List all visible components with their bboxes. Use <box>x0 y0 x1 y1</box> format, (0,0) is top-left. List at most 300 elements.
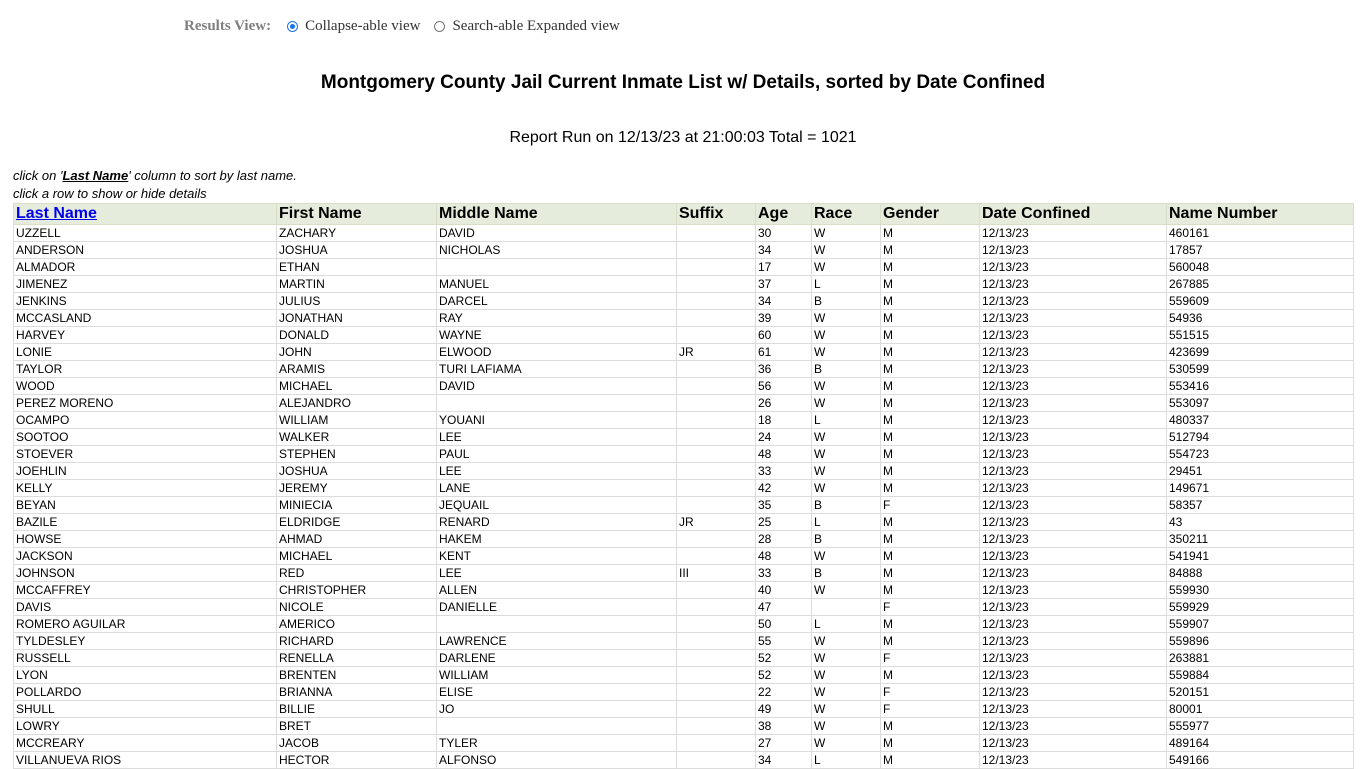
age-cell: 24 <box>756 429 812 446</box>
last-name-cell: TYLDESLEY <box>14 633 277 650</box>
age-cell: 25 <box>756 514 812 531</box>
gender-cell: F <box>881 701 980 718</box>
name-number-cell: 80001 <box>1167 701 1354 718</box>
last-name-cell: HARVEY <box>14 327 277 344</box>
gender-cell: F <box>881 599 980 616</box>
age-cell: 37 <box>756 276 812 293</box>
first-name-cell: HECTOR <box>277 752 437 769</box>
first-name-cell: ALEJANDRO <box>277 395 437 412</box>
date-confined-cell: 12/13/23 <box>980 616 1167 633</box>
suffix-cell <box>677 429 756 446</box>
table-row[interactable] <box>14 735 1354 752</box>
last-name-cell: SOOTOO <box>14 429 277 446</box>
last-name-cell: TAYLOR <box>14 361 277 378</box>
middle-name-cell: RAY <box>437 310 677 327</box>
race-cell: W <box>812 718 881 735</box>
middle-name-cell: ALFONSO <box>437 752 677 769</box>
age-cell: 61 <box>756 344 812 361</box>
first-name-cell: JOSHUA <box>277 463 437 480</box>
last-name-cell: STOEVER <box>14 446 277 463</box>
suffix-cell <box>677 582 756 599</box>
first-name-cell: BILLIE <box>277 701 437 718</box>
collapse-view-radio[interactable] <box>287 21 298 32</box>
last-name-cell: MCCASLAND <box>14 310 277 327</box>
table-row[interactable] <box>14 276 1354 293</box>
first-name-cell: ZACHARY <box>277 225 437 242</box>
age-cell: 36 <box>756 361 812 378</box>
age-cell: 33 <box>756 463 812 480</box>
first-name-cell: JOHN <box>277 344 437 361</box>
last-name-cell: WOOD <box>14 378 277 395</box>
suffix-cell <box>677 276 756 293</box>
name-number-cell: 553416 <box>1167 378 1354 395</box>
date-confined-cell: 12/13/23 <box>980 259 1167 276</box>
table-row[interactable] <box>14 242 1354 259</box>
table-row[interactable] <box>14 293 1354 310</box>
last-name-cell: VILLANUEVA RIOS <box>14 752 277 769</box>
race-cell: W <box>812 633 881 650</box>
table-row[interactable] <box>14 412 1354 429</box>
race-cell: L <box>812 752 881 769</box>
inmate-table-body <box>14 225 1354 769</box>
name-number-cell: 559907 <box>1167 616 1354 633</box>
race-cell: W <box>812 259 881 276</box>
suffix-cell <box>677 310 756 327</box>
name-number-cell: 43 <box>1167 514 1354 531</box>
table-row[interactable] <box>14 684 1354 701</box>
gender-cell: M <box>881 327 980 344</box>
middle-name-cell: TURI LAFIAMA <box>437 361 677 378</box>
collapse-view-option[interactable] <box>287 18 420 35</box>
first-name-cell: WILLIAM <box>277 412 437 429</box>
table-row[interactable] <box>14 616 1354 633</box>
name-number-cell: 350211 <box>1167 531 1354 548</box>
last-name-cell: BAZILE <box>14 514 277 531</box>
race-cell: B <box>812 293 881 310</box>
date-confined-cell: 12/13/23 <box>980 412 1167 429</box>
table-row[interactable] <box>14 480 1354 497</box>
middle-name-cell: ELWOOD <box>437 344 677 361</box>
race-cell: W <box>812 667 881 684</box>
name-number-cell: 555977 <box>1167 718 1354 735</box>
age-cell: 52 <box>756 650 812 667</box>
gender-cell: M <box>881 378 980 395</box>
race-cell: W <box>812 344 881 361</box>
suffix-cell: JR <box>677 344 756 361</box>
table-row[interactable] <box>14 395 1354 412</box>
date-confined-cell: 12/13/23 <box>980 548 1167 565</box>
middle-name-cell <box>437 395 677 412</box>
middle-name-cell: ALLEN <box>437 582 677 599</box>
last-name-cell: OCAMPO <box>14 412 277 429</box>
table-row[interactable] <box>14 463 1354 480</box>
name-number-cell: 84888 <box>1167 565 1354 582</box>
gender-cell: M <box>881 310 980 327</box>
table-row[interactable] <box>14 327 1354 344</box>
gender-cell: M <box>881 582 980 599</box>
date-confined-cell: 12/13/23 <box>980 735 1167 752</box>
age-cell: 39 <box>756 310 812 327</box>
middle-name-cell <box>437 616 677 633</box>
date-confined-cell: 12/13/23 <box>980 514 1167 531</box>
age-cell: 50 <box>756 616 812 633</box>
middle-name-cell: JO <box>437 701 677 718</box>
sort-hint-suffix: ' column to sort by last name. <box>128 168 297 183</box>
first-name-cell: BRIANNA <box>277 684 437 701</box>
race-cell: W <box>812 225 881 242</box>
age-cell: 33 <box>756 565 812 582</box>
date-confined-cell: 12/13/23 <box>980 276 1167 293</box>
sort-by-last-name-link[interactable]: Last Name <box>16 205 97 222</box>
date-confined-cell: 12/13/23 <box>980 327 1167 344</box>
date-confined-cell: 12/13/23 <box>980 446 1167 463</box>
gender-cell: M <box>881 412 980 429</box>
suffix-cell <box>677 718 756 735</box>
name-number-cell: 29451 <box>1167 463 1354 480</box>
expanded-view-label: Search-able Expanded view <box>452 17 620 34</box>
name-number-cell: 559929 <box>1167 599 1354 616</box>
last-name-cell: SHULL <box>14 701 277 718</box>
first-name-cell: JOSHUA <box>277 242 437 259</box>
table-row[interactable] <box>14 429 1354 446</box>
last-name-cell: POLLARDO <box>14 684 277 701</box>
sort-hint-link-text: Last Name <box>62 168 129 183</box>
name-number-cell: 512794 <box>1167 429 1354 446</box>
suffix-cell <box>677 650 756 667</box>
suffix-cell <box>677 599 756 616</box>
race-cell: B <box>812 361 881 378</box>
header-gender: Gender <box>881 204 980 225</box>
name-number-cell: 530599 <box>1167 361 1354 378</box>
table-row[interactable] <box>14 599 1354 616</box>
inmate-table <box>13 203 1354 769</box>
last-name-cell: RUSSELL <box>14 650 277 667</box>
table-row[interactable] <box>14 718 1354 735</box>
results-view-label: Results View: <box>184 17 272 34</box>
middle-name-cell: PAUL <box>437 446 677 463</box>
race-cell: W <box>812 684 881 701</box>
age-cell: 18 <box>756 412 812 429</box>
suffix-cell <box>677 259 756 276</box>
suffix-cell <box>677 497 756 514</box>
age-cell: 30 <box>756 225 812 242</box>
race-cell: W <box>812 735 881 752</box>
name-number-cell: 549166 <box>1167 752 1354 769</box>
date-confined-cell: 12/13/23 <box>980 463 1167 480</box>
suffix-cell <box>677 446 756 463</box>
age-cell: 48 <box>756 548 812 565</box>
gender-cell: M <box>881 225 980 242</box>
table-row[interactable] <box>14 531 1354 548</box>
table-row[interactable] <box>14 582 1354 599</box>
date-confined-cell: 12/13/23 <box>980 633 1167 650</box>
table-row[interactable] <box>14 650 1354 667</box>
first-name-cell: ARAMIS <box>277 361 437 378</box>
date-confined-cell: 12/13/23 <box>980 701 1167 718</box>
middle-name-cell: DAVID <box>437 378 677 395</box>
gender-cell: F <box>881 650 980 667</box>
middle-name-cell: TYLER <box>437 735 677 752</box>
age-cell: 34 <box>756 293 812 310</box>
first-name-cell: BRENTEN <box>277 667 437 684</box>
middle-name-cell: JEQUAIL <box>437 497 677 514</box>
table-row[interactable] <box>14 514 1354 531</box>
age-cell: 35 <box>756 497 812 514</box>
race-cell: L <box>812 412 881 429</box>
table-row[interactable] <box>14 667 1354 684</box>
middle-name-cell <box>437 718 677 735</box>
suffix-cell <box>677 361 756 378</box>
header-first-name: First Name <box>277 204 437 225</box>
first-name-cell: CHRISTOPHER <box>277 582 437 599</box>
middle-name-cell: KENT <box>437 548 677 565</box>
name-number-cell: 423699 <box>1167 344 1354 361</box>
name-number-cell: 559896 <box>1167 633 1354 650</box>
last-name-cell: LONIE <box>14 344 277 361</box>
suffix-cell <box>677 395 756 412</box>
middle-name-cell: LANE <box>437 480 677 497</box>
suffix-cell <box>677 463 756 480</box>
name-number-cell: 560048 <box>1167 259 1354 276</box>
race-cell: W <box>812 480 881 497</box>
middle-name-cell: ELISE <box>437 684 677 701</box>
name-number-cell: 460161 <box>1167 225 1354 242</box>
table-row[interactable] <box>14 701 1354 718</box>
date-confined-cell: 12/13/23 <box>980 310 1167 327</box>
last-name-cell: ROMERO AGUILAR <box>14 616 277 633</box>
first-name-cell: BRET <box>277 718 437 735</box>
age-cell: 34 <box>756 242 812 259</box>
race-cell: L <box>812 514 881 531</box>
gender-cell: M <box>881 616 980 633</box>
suffix-cell <box>677 633 756 650</box>
header-age: Age <box>756 204 812 225</box>
race-cell: W <box>812 310 881 327</box>
table-row[interactable] <box>14 378 1354 395</box>
gender-cell: M <box>881 446 980 463</box>
table-row[interactable] <box>14 752 1354 769</box>
suffix-cell <box>677 293 756 310</box>
page-title: Montgomery County Jail Current Inmate List w/ Details, sorted by Date Confined <box>320 72 1046 93</box>
header-suffix: Suffix <box>677 204 756 225</box>
first-name-cell: JEREMY <box>277 480 437 497</box>
first-name-cell: ETHAN <box>277 259 437 276</box>
first-name-cell: WALKER <box>277 429 437 446</box>
suffix-cell <box>677 752 756 769</box>
gender-cell: M <box>881 752 980 769</box>
table-row[interactable] <box>14 310 1354 327</box>
gender-cell: M <box>881 242 980 259</box>
middle-name-cell: WAYNE <box>437 327 677 344</box>
date-confined-cell: 12/13/23 <box>980 497 1167 514</box>
suffix-cell <box>677 684 756 701</box>
last-name-cell: DAVIS <box>14 599 277 616</box>
gender-cell: M <box>881 633 980 650</box>
last-name-cell: LYON <box>14 667 277 684</box>
gender-cell: F <box>881 684 980 701</box>
gender-cell: M <box>881 667 980 684</box>
last-name-cell: UZZELL <box>14 225 277 242</box>
first-name-cell: JACOB <box>277 735 437 752</box>
name-number-cell: 267885 <box>1167 276 1354 293</box>
name-number-cell: 559930 <box>1167 582 1354 599</box>
last-name-cell: ALMADOR <box>14 259 277 276</box>
middle-name-cell <box>437 259 677 276</box>
name-number-cell: 480337 <box>1167 412 1354 429</box>
first-name-cell: NICOLE <box>277 599 437 616</box>
name-number-cell: 553097 <box>1167 395 1354 412</box>
race-cell: B <box>812 531 881 548</box>
name-number-cell: 58357 <box>1167 497 1354 514</box>
race-cell: L <box>812 276 881 293</box>
middle-name-cell: WILLIAM <box>437 667 677 684</box>
name-number-cell: 541941 <box>1167 548 1354 565</box>
middle-name-cell: NICHOLAS <box>437 242 677 259</box>
first-name-cell: RED <box>277 565 437 582</box>
last-name-cell: JACKSON <box>14 548 277 565</box>
first-name-cell: MARTIN <box>277 276 437 293</box>
date-confined-cell: 12/13/23 <box>980 429 1167 446</box>
race-cell: W <box>812 548 881 565</box>
name-number-cell: 551515 <box>1167 327 1354 344</box>
date-confined-cell: 12/13/23 <box>980 531 1167 548</box>
row-toggle-hint: click a row to show or hide details <box>13 186 207 201</box>
age-cell: 47 <box>756 599 812 616</box>
age-cell: 28 <box>756 531 812 548</box>
table-row[interactable] <box>14 446 1354 463</box>
last-name-cell: JENKINS <box>14 293 277 310</box>
age-cell: 60 <box>756 327 812 344</box>
middle-name-cell: DAVID <box>437 225 677 242</box>
last-name-cell: JIMENEZ <box>14 276 277 293</box>
gender-cell: M <box>881 735 980 752</box>
name-number-cell: 559609 <box>1167 293 1354 310</box>
date-confined-cell: 12/13/23 <box>980 752 1167 769</box>
middle-name-cell: YOUANI <box>437 412 677 429</box>
first-name-cell: MICHAEL <box>277 548 437 565</box>
last-name-cell: PEREZ MORENO <box>14 395 277 412</box>
gender-cell: M <box>881 395 980 412</box>
age-cell: 49 <box>756 701 812 718</box>
gender-cell: M <box>881 514 980 531</box>
suffix-cell: JR <box>677 514 756 531</box>
gender-cell: M <box>881 429 980 446</box>
suffix-cell <box>677 701 756 718</box>
suffix-cell <box>677 378 756 395</box>
age-cell: 48 <box>756 446 812 463</box>
name-number-cell: 559884 <box>1167 667 1354 684</box>
first-name-cell: AHMAD <box>277 531 437 548</box>
age-cell: 56 <box>756 378 812 395</box>
first-name-cell: AMERICO <box>277 616 437 633</box>
age-cell: 26 <box>756 395 812 412</box>
first-name-cell: DONALD <box>277 327 437 344</box>
table-row[interactable] <box>14 361 1354 378</box>
age-cell: 40 <box>756 582 812 599</box>
collapse-view-label: Collapse-able view <box>305 17 421 34</box>
date-confined-cell: 12/13/23 <box>980 667 1167 684</box>
first-name-cell: RICHARD <box>277 633 437 650</box>
last-name-cell: KELLY <box>14 480 277 497</box>
date-confined-cell: 12/13/23 <box>980 378 1167 395</box>
race-cell: W <box>812 378 881 395</box>
expanded-view-option[interactable] <box>434 18 619 35</box>
name-number-cell: 54936 <box>1167 310 1354 327</box>
date-confined-cell: 12/13/23 <box>980 565 1167 582</box>
table-row[interactable] <box>14 225 1354 242</box>
sort-hint-prefix: click on ' <box>13 168 63 183</box>
suffix-cell <box>677 616 756 633</box>
race-cell: W <box>812 429 881 446</box>
middle-name-cell: DARCEL <box>437 293 677 310</box>
expanded-view-radio[interactable] <box>434 21 445 32</box>
gender-cell: M <box>881 276 980 293</box>
gender-cell: M <box>881 531 980 548</box>
first-name-cell: STEPHEN <box>277 446 437 463</box>
gender-cell: M <box>881 463 980 480</box>
first-name-cell: MINIECIA <box>277 497 437 514</box>
table-row[interactable] <box>14 548 1354 565</box>
date-confined-cell: 12/13/23 <box>980 599 1167 616</box>
race-cell: W <box>812 582 881 599</box>
name-number-cell: 263881 <box>1167 650 1354 667</box>
sort-hint <box>13 168 297 183</box>
header-last-name[interactable] <box>14 204 277 225</box>
name-number-cell: 520151 <box>1167 684 1354 701</box>
name-number-cell: 489164 <box>1167 735 1354 752</box>
table-header-row <box>14 204 1354 225</box>
header-date-confined: Date Confined <box>980 204 1167 225</box>
gender-cell: M <box>881 548 980 565</box>
table-row[interactable] <box>14 497 1354 514</box>
suffix-cell <box>677 548 756 565</box>
table-row[interactable] <box>14 565 1354 582</box>
table-row[interactable] <box>14 633 1354 650</box>
suffix-cell: III <box>677 565 756 582</box>
date-confined-cell: 12/13/23 <box>980 582 1167 599</box>
last-name-cell: JOEHLIN <box>14 463 277 480</box>
race-cell: W <box>812 463 881 480</box>
race-cell: W <box>812 446 881 463</box>
race-cell: B <box>812 565 881 582</box>
race-cell: W <box>812 701 881 718</box>
race-cell: W <box>812 395 881 412</box>
date-confined-cell: 12/13/23 <box>980 225 1167 242</box>
last-name-cell: BEYAN <box>14 497 277 514</box>
race-cell <box>812 599 881 616</box>
first-name-cell: JULIUS <box>277 293 437 310</box>
header-name-number: Name Number <box>1167 204 1354 225</box>
name-number-cell: 149671 <box>1167 480 1354 497</box>
suffix-cell <box>677 531 756 548</box>
table-row[interactable] <box>14 259 1354 276</box>
middle-name-cell: LEE <box>437 429 677 446</box>
gender-cell: M <box>881 565 980 582</box>
table-row[interactable] <box>14 344 1354 361</box>
suffix-cell <box>677 735 756 752</box>
gender-cell: M <box>881 718 980 735</box>
last-name-cell: MCCREARY <box>14 735 277 752</box>
name-number-cell: 554723 <box>1167 446 1354 463</box>
gender-cell: M <box>881 259 980 276</box>
name-number-cell: 17857 <box>1167 242 1354 259</box>
middle-name-cell: HAKEM <box>437 531 677 548</box>
date-confined-cell: 12/13/23 <box>980 684 1167 701</box>
suffix-cell <box>677 242 756 259</box>
suffix-cell <box>677 480 756 497</box>
date-confined-cell: 12/13/23 <box>980 344 1167 361</box>
date-confined-cell: 12/13/23 <box>980 242 1167 259</box>
